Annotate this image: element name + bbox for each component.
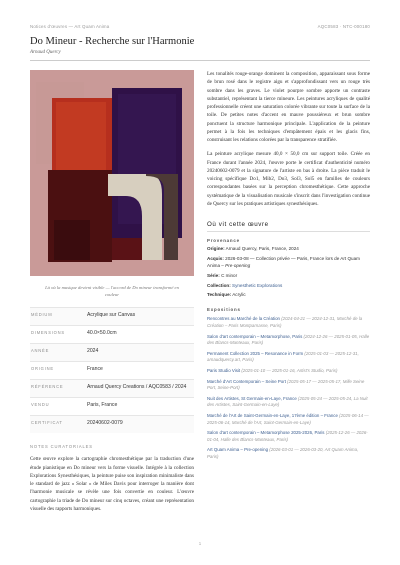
spec-key: RÉFÉRENCE (31, 384, 64, 390)
exhibition-item (207, 379, 370, 392)
exhibition-item (207, 430, 370, 443)
spec-row (30, 397, 194, 415)
exhibition-meta: (2025-05-17 — 2025-05-17, Mille Seine Port, Seine-Port) (207, 378, 365, 391)
exhibition-item (207, 351, 370, 364)
collection-line (207, 283, 370, 290)
spec-row (30, 361, 194, 379)
breadcrumb: Notices d'œuvres — Art Quam Anima (30, 24, 110, 29)
exhibition-meta: (2024-04-21 — 2024-12-31, Marché de la Création – Paris Montparnasse, Paris) (207, 316, 363, 328)
reference-code: AQC0583 · NTC-000180 (317, 24, 370, 29)
exhibition-meta: (2024-12-26 — 2025-01-05, Halle des Blancs-Manteaux, Paris) (207, 333, 370, 346)
exhibition-item (207, 316, 370, 329)
origin-value: Arnaud Quercy, Paris, France, 2024 (225, 246, 299, 251)
curatorial-notes-text: Cette œuvre explore la cartographie chromesthétique par la traduction d'une étude pianistique en Do mineur vers la forme visuelle. Intégrée à la collection Explorations Synesthésiques, la peinture puise son inspiration minimaliste dans le standard de jazz « Solar » de Miles Davis pour interroger la manière dont l'harmonie musicale se révèle une fois convertie en couleur. L'œuvre cartographie la triade de Do mineur sur cinq octaves, créant une représentation visuelle des rapports harmoniques. (30, 456, 194, 512)
exhibition-meta: (2025-01-03 — 2025-12-31, arnaudquercy.art, Paris) (207, 350, 359, 363)
description-paragraph: La peinture acrylique mesure 40,0 × 50,0 cm sur support toile. Créée en France durant l'année 2024, l'œuvre porte le certificat d'authenticité numéro 20240602-0079 et la signature de l'artiste en bas à droite. La pièce traduit le voicing spécifique Do1, Mib2, Do3, Sol3, Sol5 en familles de couleurs correspondantes basées sur la perception chromesthétique. Cette approche systématique de la visualisation musicale s'inscrit dans l'investigation continue de Quercy sur les pratiques artistiques synesthésiques. (207, 151, 370, 207)
exhibitions-heading: Expositions (207, 307, 241, 313)
exhibition-link[interactable]: Marché de l'Art de Saint-Germain-en-Laye, 17ème édition – France (207, 413, 338, 419)
exhibition-link[interactable]: Permanent Collection 2025 – Resonance in Form (207, 350, 304, 356)
header-divider (30, 60, 370, 61)
collection-label: Collection: (207, 282, 231, 288)
technique-line (207, 292, 370, 299)
exhibition-link[interactable]: Art Quam Anima – Pre-opening (207, 447, 269, 453)
spec-value: Arnaud Quercy Creations / AQC0583 / 2024 (87, 384, 187, 391)
artwork-image (30, 70, 194, 276)
artwork-caption: Là où la musique devient visible — l'accord de Do mineur transformé en couleur (45, 285, 179, 297)
origin-label: Origine: (207, 246, 225, 251)
spec-row (30, 415, 194, 433)
exhibition-link[interactable]: Marché d'Art Contemporain – Seine Port (207, 378, 286, 384)
exhibition-link[interactable]: Rencontres au Marché de la Création (207, 316, 280, 322)
spec-key: CERTIFICAT (31, 420, 63, 426)
exhibition-meta: (2025-05-24 — 2025-05-24, La Nuit des Artistes, Saint-Germain-en-Laye) (207, 395, 368, 408)
series-label: Série: (207, 272, 220, 278)
exhibition-meta: (2025-01-10 — 2025-01-16, Artist's Studio, Paris) (240, 368, 338, 373)
right-column (207, 70, 370, 461)
spec-key: DIMENSIONS (31, 330, 65, 336)
exhibition-item (207, 396, 370, 409)
spec-value: France (87, 366, 103, 373)
spec-row (30, 343, 194, 361)
spec-value: 40.0×50.0cm (87, 330, 117, 337)
where-it-lives-heading: Où vit cette œuvre (207, 221, 370, 232)
exhibition-meta: (2025-06-14 — 2025-06-14, Marché de l'Art, Saint-Germain-en-Laye) (207, 413, 369, 425)
exhibition-item (207, 413, 370, 426)
curatorial-notes-heading: NOTES CURATORIALES (30, 444, 93, 450)
exhibition-link[interactable]: Nuit des Artistes, St Germain-en-Laye, France (207, 395, 297, 401)
spec-key: ANNÉE (31, 348, 50, 354)
artist-name: Arnaud Quercy (30, 50, 61, 55)
description-paragraph: Les tonalités rouge-orange dominent la composition, apparaissant sous forme de brun rosé dans le registre aigu et s'approfondissant vers un rouge très sombre dans les graves. Le violet pourpre sombre apporte un contraste substantiel, représentant la tierce mineure. Les peintures acryliques de qualité professionnelle créent une saturation colorée vibrante sur toute la surface de la toile. De petites notes d'accent en mauve poussiéreux et brun sombre ponctuent la structure harmonique principale. L'application de la peinture permet à la fois les techniques d'empâtement épais et les glacis fins, construisant les relations colorées par la transparence stratifiée. (207, 71, 370, 143)
spec-key: ORIGINE (31, 366, 54, 372)
specification-table (30, 307, 194, 433)
origin-line (207, 246, 370, 253)
page-header (30, 24, 370, 29)
spec-value: Paris, France (87, 402, 118, 409)
exhibition-link[interactable]: Salon d'art contemporain – Metamorphose 2025-2026, Paris (207, 430, 325, 436)
collection-link[interactable]: Synesthetic Explorations (232, 282, 283, 288)
exhibition-meta: (2026-03-01 — 2026-03-20, Art Quam Anima, Paris) (207, 447, 359, 460)
acquired-line (207, 256, 370, 270)
provenance-heading: Provenance (207, 238, 240, 243)
exhibition-item (207, 447, 370, 460)
page-title: Do Mineur - Recherche sur l'Harmonie (30, 36, 195, 47)
series-value: C minor (221, 272, 238, 278)
series-line (207, 273, 370, 280)
exhibition-item (207, 368, 370, 375)
spec-value: 2024 (87, 348, 99, 355)
spec-key: MÉDIUM (31, 312, 53, 318)
left-column (30, 70, 194, 513)
acquired-label: Acquis: (207, 255, 224, 261)
page-number: 1 (198, 541, 202, 546)
spec-row (30, 325, 194, 343)
exhibition-link[interactable]: Salon d'art contemporain – Metamorphose, Paris (207, 333, 303, 339)
spec-value: Acrylique sur Canvas (87, 312, 136, 319)
exhibition-meta: (2025-12-26 — 2026-01-04, Halle des Blancs-Manteaux, Paris) (207, 430, 368, 442)
spec-row (30, 307, 194, 325)
technique-label: Technique: (207, 292, 232, 298)
acquired-event: Pre-opening (225, 262, 251, 268)
exhibition-item (207, 334, 370, 347)
document-page (30, 24, 370, 549)
acquired-value: 2026-03-08 — Collection privée — Paris, France lors de Art Quam Anima – (207, 255, 360, 268)
exhibition-link[interactable]: Paris Studio Visit (207, 368, 241, 373)
technique-value: Acrylic (232, 292, 246, 298)
spec-value: 20240602-0079 (87, 420, 123, 427)
spec-key: VENDU (31, 402, 50, 408)
spec-row (30, 379, 194, 397)
